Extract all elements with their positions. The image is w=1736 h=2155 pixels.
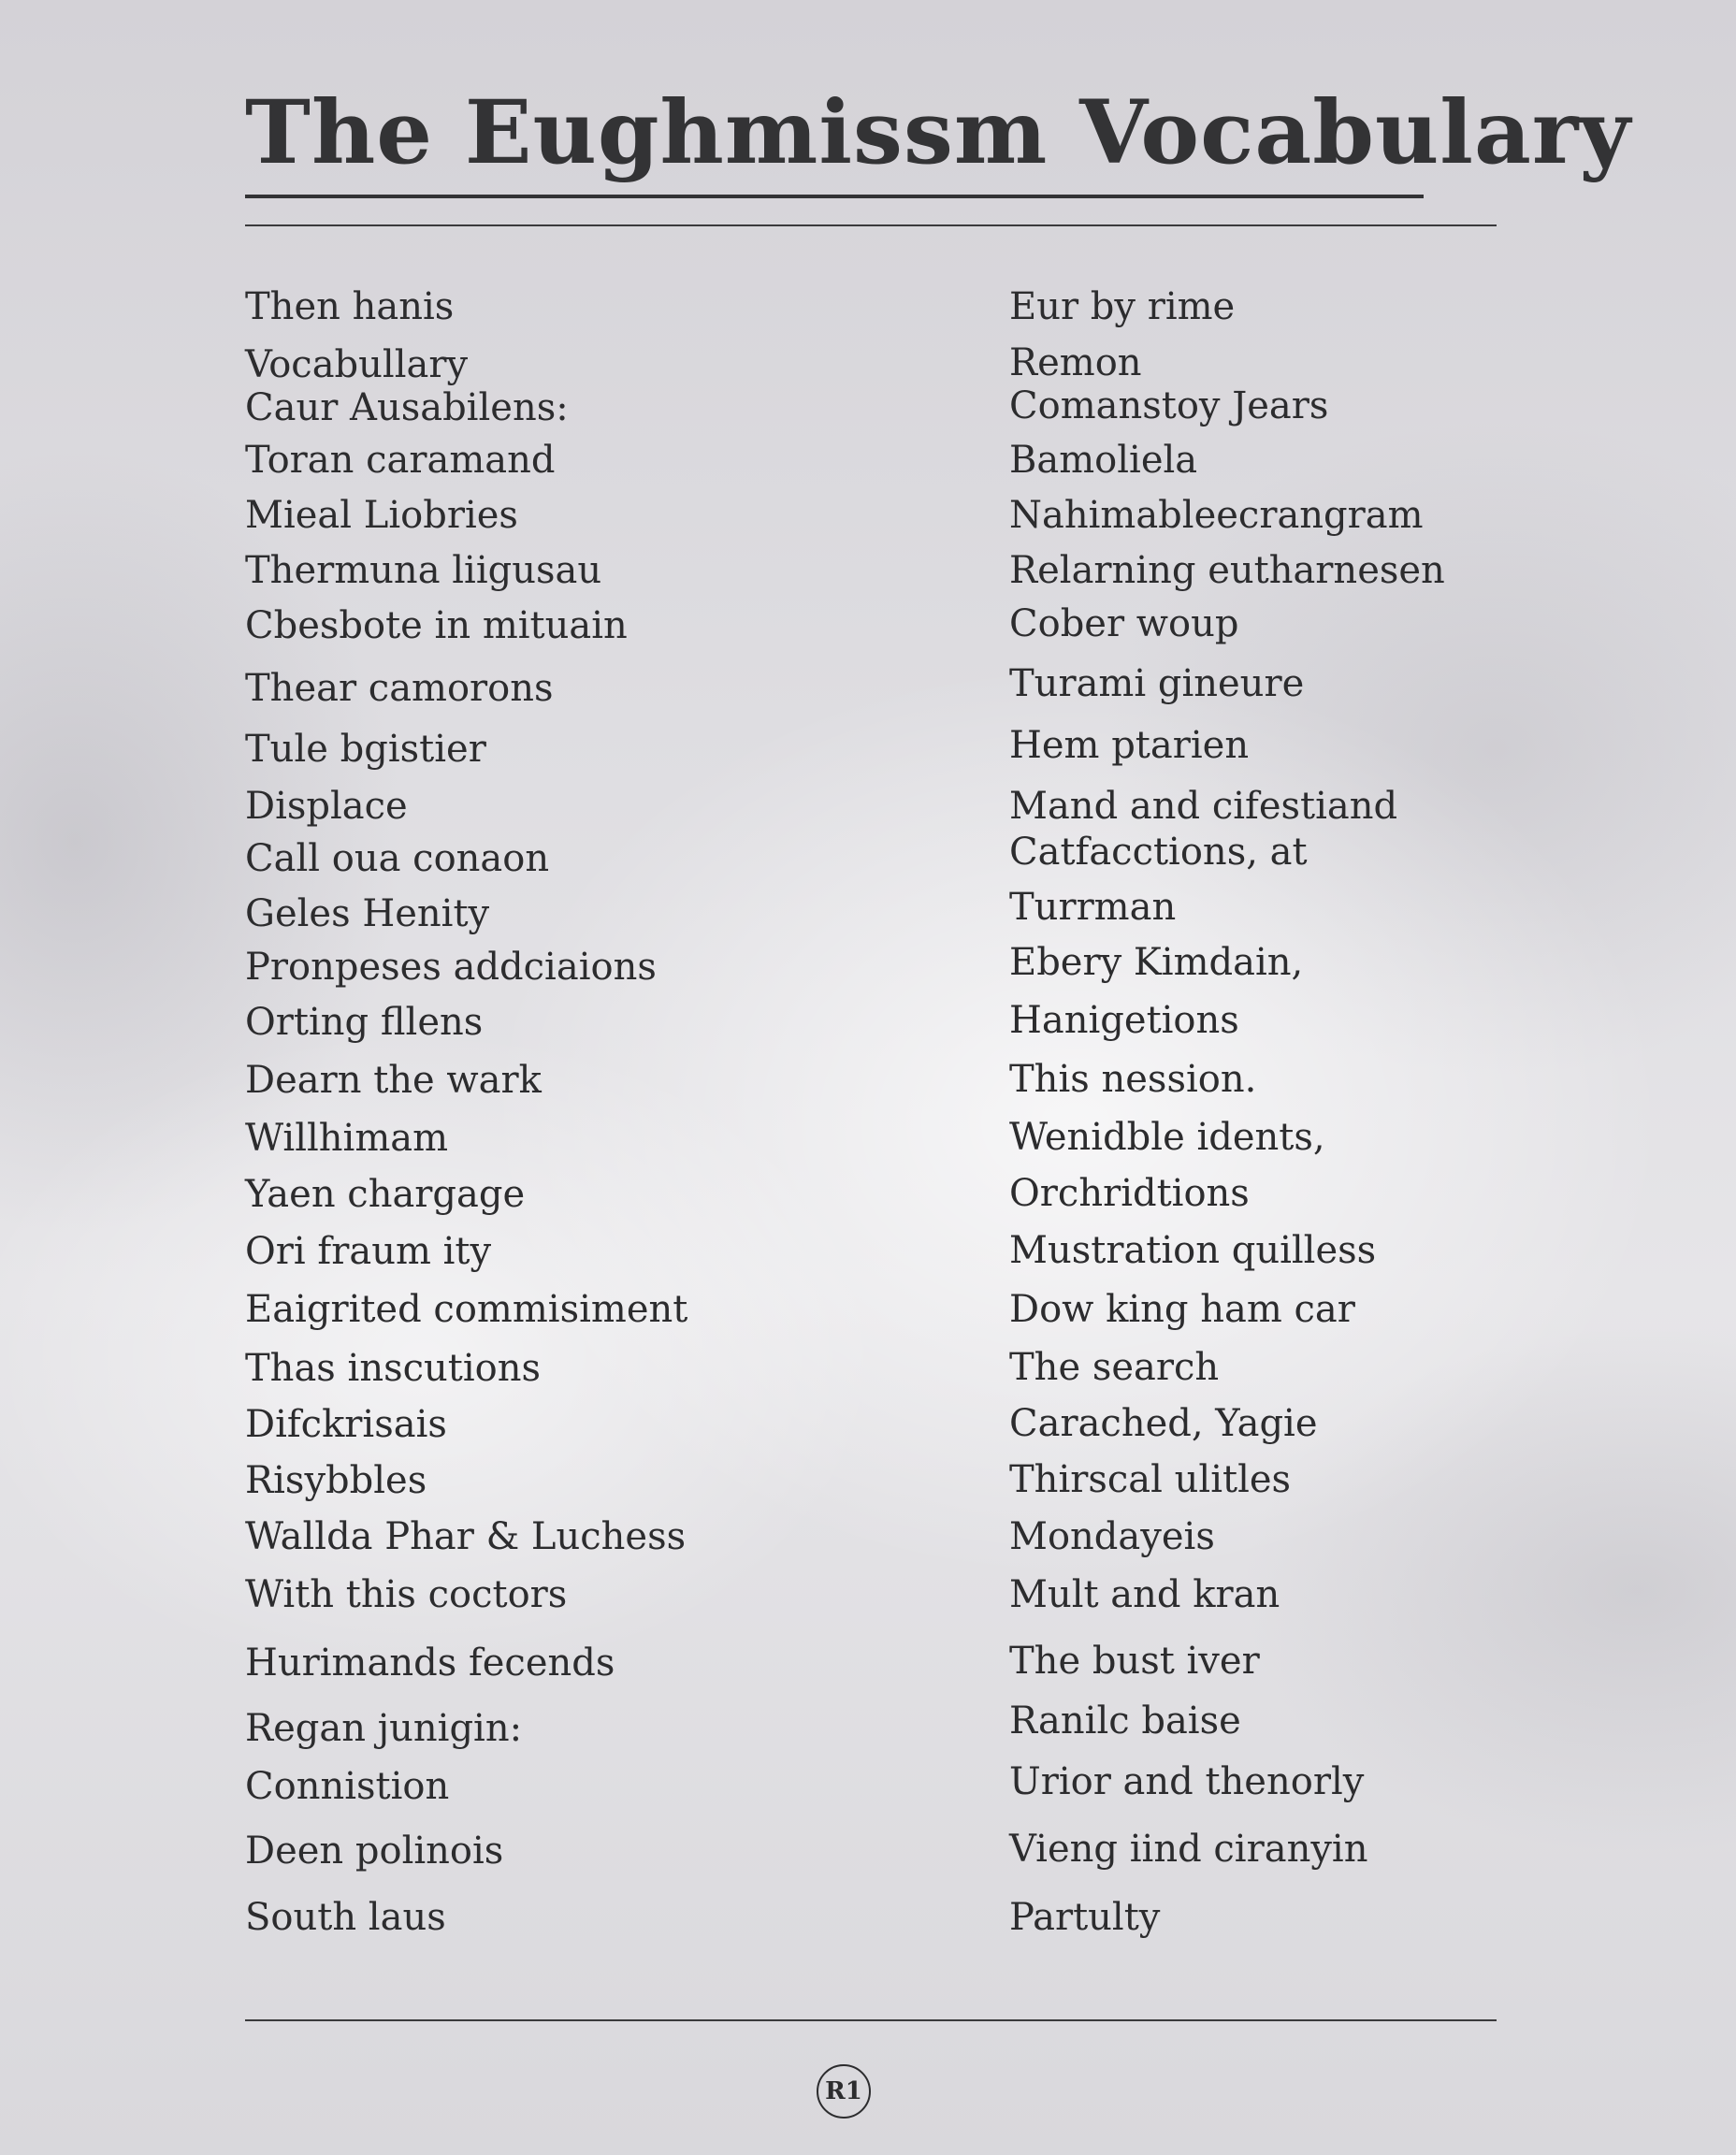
vocabulary-entry: Wenidble idents,: [1009, 1116, 1325, 1159]
vocabulary-entry: Toran caramand: [245, 439, 556, 482]
title-underline: [245, 195, 1424, 198]
vocabulary-entry: Call oua conaon: [245, 837, 550, 880]
vocabulary-entry: Carached, Yagie: [1009, 1402, 1318, 1445]
vocabulary-entry: Thirscal ulitles: [1009, 1458, 1292, 1501]
vocabulary-entry: Willhimam: [245, 1117, 449, 1160]
vocabulary-entry: Relarning eutharnesen: [1009, 549, 1445, 592]
vocabulary-entry: Then hanis: [245, 285, 455, 328]
vocabulary-entry: Partulty: [1009, 1896, 1161, 1939]
vocabulary-entry: Mult and kran: [1009, 1573, 1280, 1616]
page-marker-badge: R1: [817, 2064, 871, 2119]
vocabulary-entry: Turrman: [1009, 886, 1177, 929]
vocabulary-entry: Ebery Kimdain,: [1009, 941, 1304, 984]
vocabulary-entry: Catfacctions, at: [1009, 831, 1308, 874]
vocabulary-entry: Geles Henity: [245, 892, 490, 935]
vocabulary-entry: Turami gineure: [1009, 662, 1305, 705]
vocabulary-entry: The search: [1009, 1346, 1220, 1389]
vocabulary-entry: Mand and cifestiand: [1009, 785, 1398, 828]
vocabulary-entry: Mieal Liobries: [245, 494, 518, 537]
page-title: The Eughmissm Vocabulary: [245, 81, 1632, 184]
vocabulary-entry: Pronpeses addciaions: [245, 946, 657, 989]
vocabulary-entry: Dearn the wark: [245, 1059, 542, 1102]
vocabulary-entry: Connistion: [245, 1765, 450, 1808]
vocabulary-entry: Hem ptarien: [1009, 724, 1250, 767]
vocabulary-entry: Caur Ausabilens:: [245, 386, 569, 429]
vocabulary-entry: Bamoliela: [1009, 439, 1198, 482]
vocabulary-entry: Cbesbote in mituain: [245, 604, 628, 647]
vocabulary-entry: Comanstoy Jears: [1009, 384, 1329, 427]
vocabulary-entry: Deen polinois: [245, 1830, 504, 1873]
vocabulary-entry: Vocabullary: [245, 343, 469, 386]
vocabulary-entry: Hanigetions: [1009, 999, 1239, 1042]
vocabulary-entry: Urior and thenorly: [1009, 1760, 1365, 1803]
vocabulary-entry: Dow king ham car: [1009, 1288, 1355, 1331]
vocabulary-entry: Displace: [245, 785, 408, 828]
top-rule: [245, 224, 1497, 226]
bottom-rule: [245, 2019, 1497, 2021]
vocabulary-entry: This nession.: [1009, 1058, 1257, 1101]
vocabulary-entry: With this coctors: [245, 1573, 568, 1616]
vocabulary-entry: Eaigrited commisiment: [245, 1288, 688, 1331]
vocabulary-entry: South laus: [245, 1896, 446, 1939]
vocabulary-entry: Mondayeis: [1009, 1515, 1215, 1558]
vocabulary-entry: Remon: [1009, 341, 1142, 384]
vocabulary-entry: Ori fraum ity: [245, 1230, 492, 1273]
vocabulary-entry: Thear camorons: [245, 667, 554, 710]
vocabulary-entry: Tule bgistier: [245, 728, 486, 771]
vocabulary-entry: Mustration quilless: [1009, 1229, 1377, 1272]
vocabulary-entry: Vieng iind ciranyin: [1009, 1828, 1368, 1871]
vocabulary-entry: Risybbles: [245, 1459, 427, 1502]
vocabulary-entry: The bust iver: [1009, 1640, 1260, 1683]
vocabulary-entry: Thermuna liigusau: [245, 549, 602, 592]
vocabulary-entry: Ranilc baise: [1009, 1699, 1241, 1743]
vocabulary-entry: Orting fllens: [245, 1001, 484, 1044]
vocabulary-entry: Yaen chargage: [245, 1173, 526, 1216]
vocabulary-entry: Eur by rime: [1009, 285, 1236, 328]
vocabulary-entry: Orchridtions: [1009, 1172, 1250, 1215]
vocabulary-entry: Difckrisais: [245, 1403, 447, 1446]
vocabulary-entry: Cober woup: [1009, 602, 1239, 645]
vocabulary-entry: Regan junigin:: [245, 1707, 523, 1750]
vocabulary-entry: Hurimands fecends: [245, 1642, 615, 1685]
vocabulary-entry: Wallda Phar & Luchess: [245, 1515, 687, 1558]
vocabulary-entry: Thas inscutions: [245, 1347, 542, 1390]
vocabulary-entry: Nahimableecrangram: [1009, 494, 1424, 537]
